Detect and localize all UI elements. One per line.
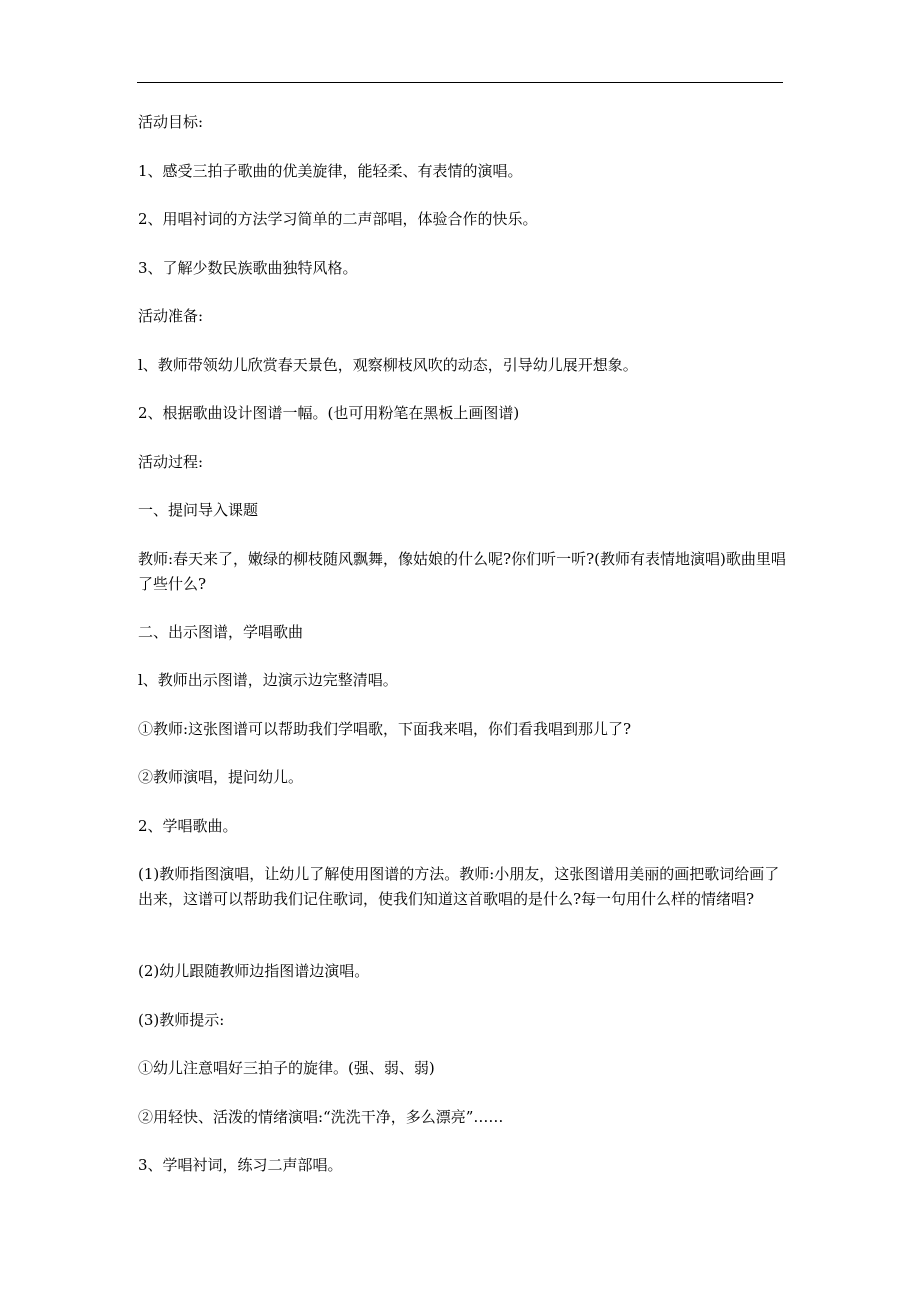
step-2-1: (1)教师指图演唱，让幼儿了解使用图谱的方法。教师:小朋友，这张图谱用美丽的画把歌词给画了出来，这谱可以帮助我们记住歌词，使我们知道这首歌唱的是什么?每一句用什么样的情绪唱?: [138, 865, 780, 908]
heading-process: 活动过程:: [138, 453, 204, 471]
step-2-3-a: ①幼儿注意唱好三拍子的旋律。(强、弱、弱): [138, 1059, 435, 1077]
step-2-2: (2)幼儿跟随教师边指图谱边演唱。: [138, 962, 370, 980]
goal-item-2: 2、用唱衬词的方法学习简单的二声部唱，体验合作的快乐。: [138, 210, 538, 228]
header-rule: [137, 82, 783, 83]
section-2-title: 二、出示图谱，学唱歌曲: [138, 623, 304, 641]
step-2-3-b: ②用轻快、活泼的情绪演唱:“洗洗干净，多么漂亮”……: [138, 1108, 504, 1126]
step-1-a: ①教师:这张图谱可以帮助我们学唱歌，下面我来唱，你们看我唱到那儿了?: [138, 720, 632, 738]
step-1-b: ②教师演唱，提问幼儿。: [138, 768, 304, 786]
section-1-title: 一、提问导入课题: [138, 501, 259, 519]
goal-item-1: 1、感受三拍子歌曲的优美旋律，能轻柔、有表情的演唱。: [138, 162, 523, 180]
step-1: l、教师出示图谱，边演示边完整清唱。: [138, 671, 398, 689]
heading-preparation: 活动准备:: [138, 307, 204, 325]
section-1-text: 教师:春天来了，嫩绿的柳枝随风飘舞，像姑娘的什么呢?你们听一听?(教师有表情地演唱)歌曲里唱了些什么?: [138, 550, 786, 593]
step-2: 2、学唱歌曲。: [138, 817, 238, 835]
heading-goals: 活动目标:: [138, 113, 204, 131]
step-2-3: (3)教师提示:: [138, 1011, 225, 1029]
preparation-item-2: 2、根据歌曲设计图谱一幅。(也可用粉笔在黑板上画图谱): [138, 404, 520, 422]
preparation-item-1: l、教师带领幼儿欣赏春天景色，观察柳枝风吹的动态，引导幼儿展开想象。: [138, 356, 638, 374]
step-3: 3、学唱衬词，练习二声部唱。: [138, 1156, 343, 1174]
goal-item-3: 3、了解少数民族歌曲独特风格。: [138, 259, 358, 277]
